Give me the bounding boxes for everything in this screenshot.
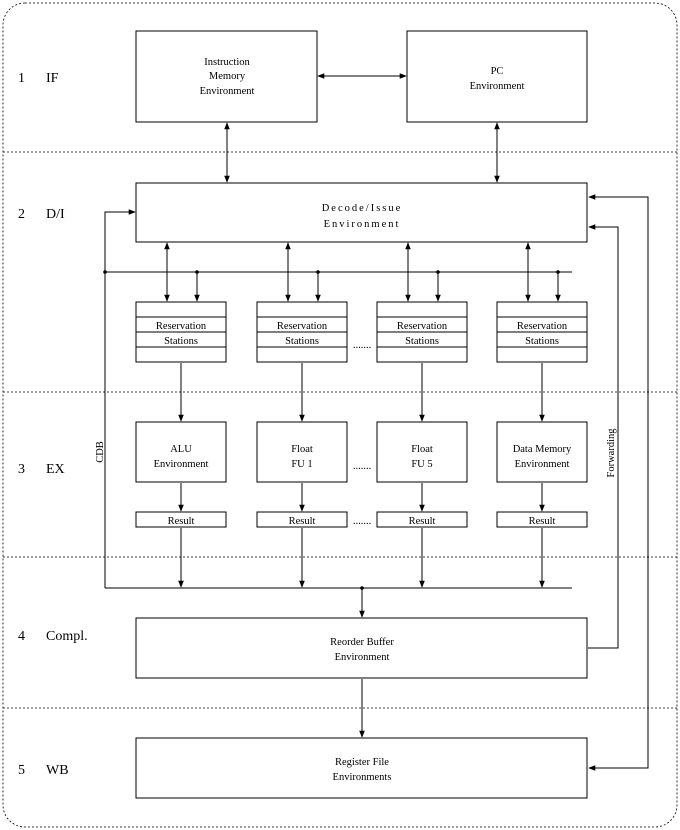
stage-5-name: WB [46, 763, 69, 778]
execution-columns [136, 243, 587, 587]
stage-4-num: 4 [18, 629, 25, 644]
fu-label-line-2-2: FU 1 [291, 459, 313, 470]
result-label-4: Result [528, 516, 556, 527]
rs-ellipsis: ....... [352, 340, 372, 351]
decode-issue-line-2: Environment [323, 219, 401, 230]
fu-ellipsis: ....... [352, 461, 372, 472]
reorder-buffer-line-1: Reorder Buffer [330, 637, 394, 648]
stage-2-num: 2 [18, 207, 25, 222]
stage-5-num: 5 [18, 763, 25, 778]
stage-labels [18, 71, 88, 778]
stage-2-name: D/I [46, 207, 65, 222]
cdb-junction [360, 586, 364, 590]
rs-label-line-2-4: Stations [525, 336, 559, 347]
fu-label-line-1-2: Float [291, 444, 313, 455]
pc-line-1: PC [490, 66, 504, 77]
fu-label-line-1-1: ALU [170, 444, 192, 455]
stage-separators [3, 152, 677, 708]
fu-label-line-1-4: Data Memory [512, 444, 572, 455]
fu-label-line-2-3: FU 5 [411, 459, 433, 470]
reorder-buffer-line-2: Environment [334, 652, 390, 663]
register-file-line-1: Register File [335, 757, 389, 768]
stage-3-name: EX [46, 462, 65, 477]
decode-issue-line-1: Decode/Issue [321, 203, 403, 214]
result-label-2: Result [288, 516, 316, 527]
fu-label-line-2-4: Environment [514, 459, 570, 470]
forwarding-label: Forwarding [606, 428, 617, 478]
stage-1-num: 1 [18, 71, 25, 86]
rs-label-line-2-3: Stations [405, 336, 439, 347]
rs-label-line-1-3: Reservation [396, 321, 448, 332]
register-file-line-2: Environments [332, 772, 392, 783]
register-file-box [136, 738, 587, 798]
result-label-3: Result [408, 516, 436, 527]
fu-label-line-2-1: Environment [153, 459, 209, 470]
rs-label-line-1-2: Reservation [276, 321, 328, 332]
outer-frame [3, 3, 677, 827]
result-label-1: Result [167, 516, 195, 527]
instruction-memory-line-2: Memory [208, 71, 246, 82]
stage-3-num: 3 [18, 462, 25, 477]
instruction-memory-line-3: Environment [199, 86, 255, 97]
reorder-buffer-box [136, 618, 587, 678]
instruction-memory-line-1: Instruction [204, 57, 250, 68]
rs-label-line-2-2: Stations [285, 336, 319, 347]
cdb-return-line [105, 212, 135, 588]
fu-label-line-1-3: Float [411, 444, 433, 455]
stage-4-name: Compl. [46, 629, 88, 644]
rs-label-line-1-4: Reservation [516, 321, 568, 332]
rs-label-line-1-1: Reservation [155, 321, 207, 332]
stage-1-name: IF [46, 71, 59, 86]
result-ellipsis: ....... [352, 516, 372, 527]
pc-line-2: Environment [469, 81, 525, 92]
cdb-label: CDB [95, 441, 106, 463]
rs-label-line-2-1: Stations [164, 336, 198, 347]
